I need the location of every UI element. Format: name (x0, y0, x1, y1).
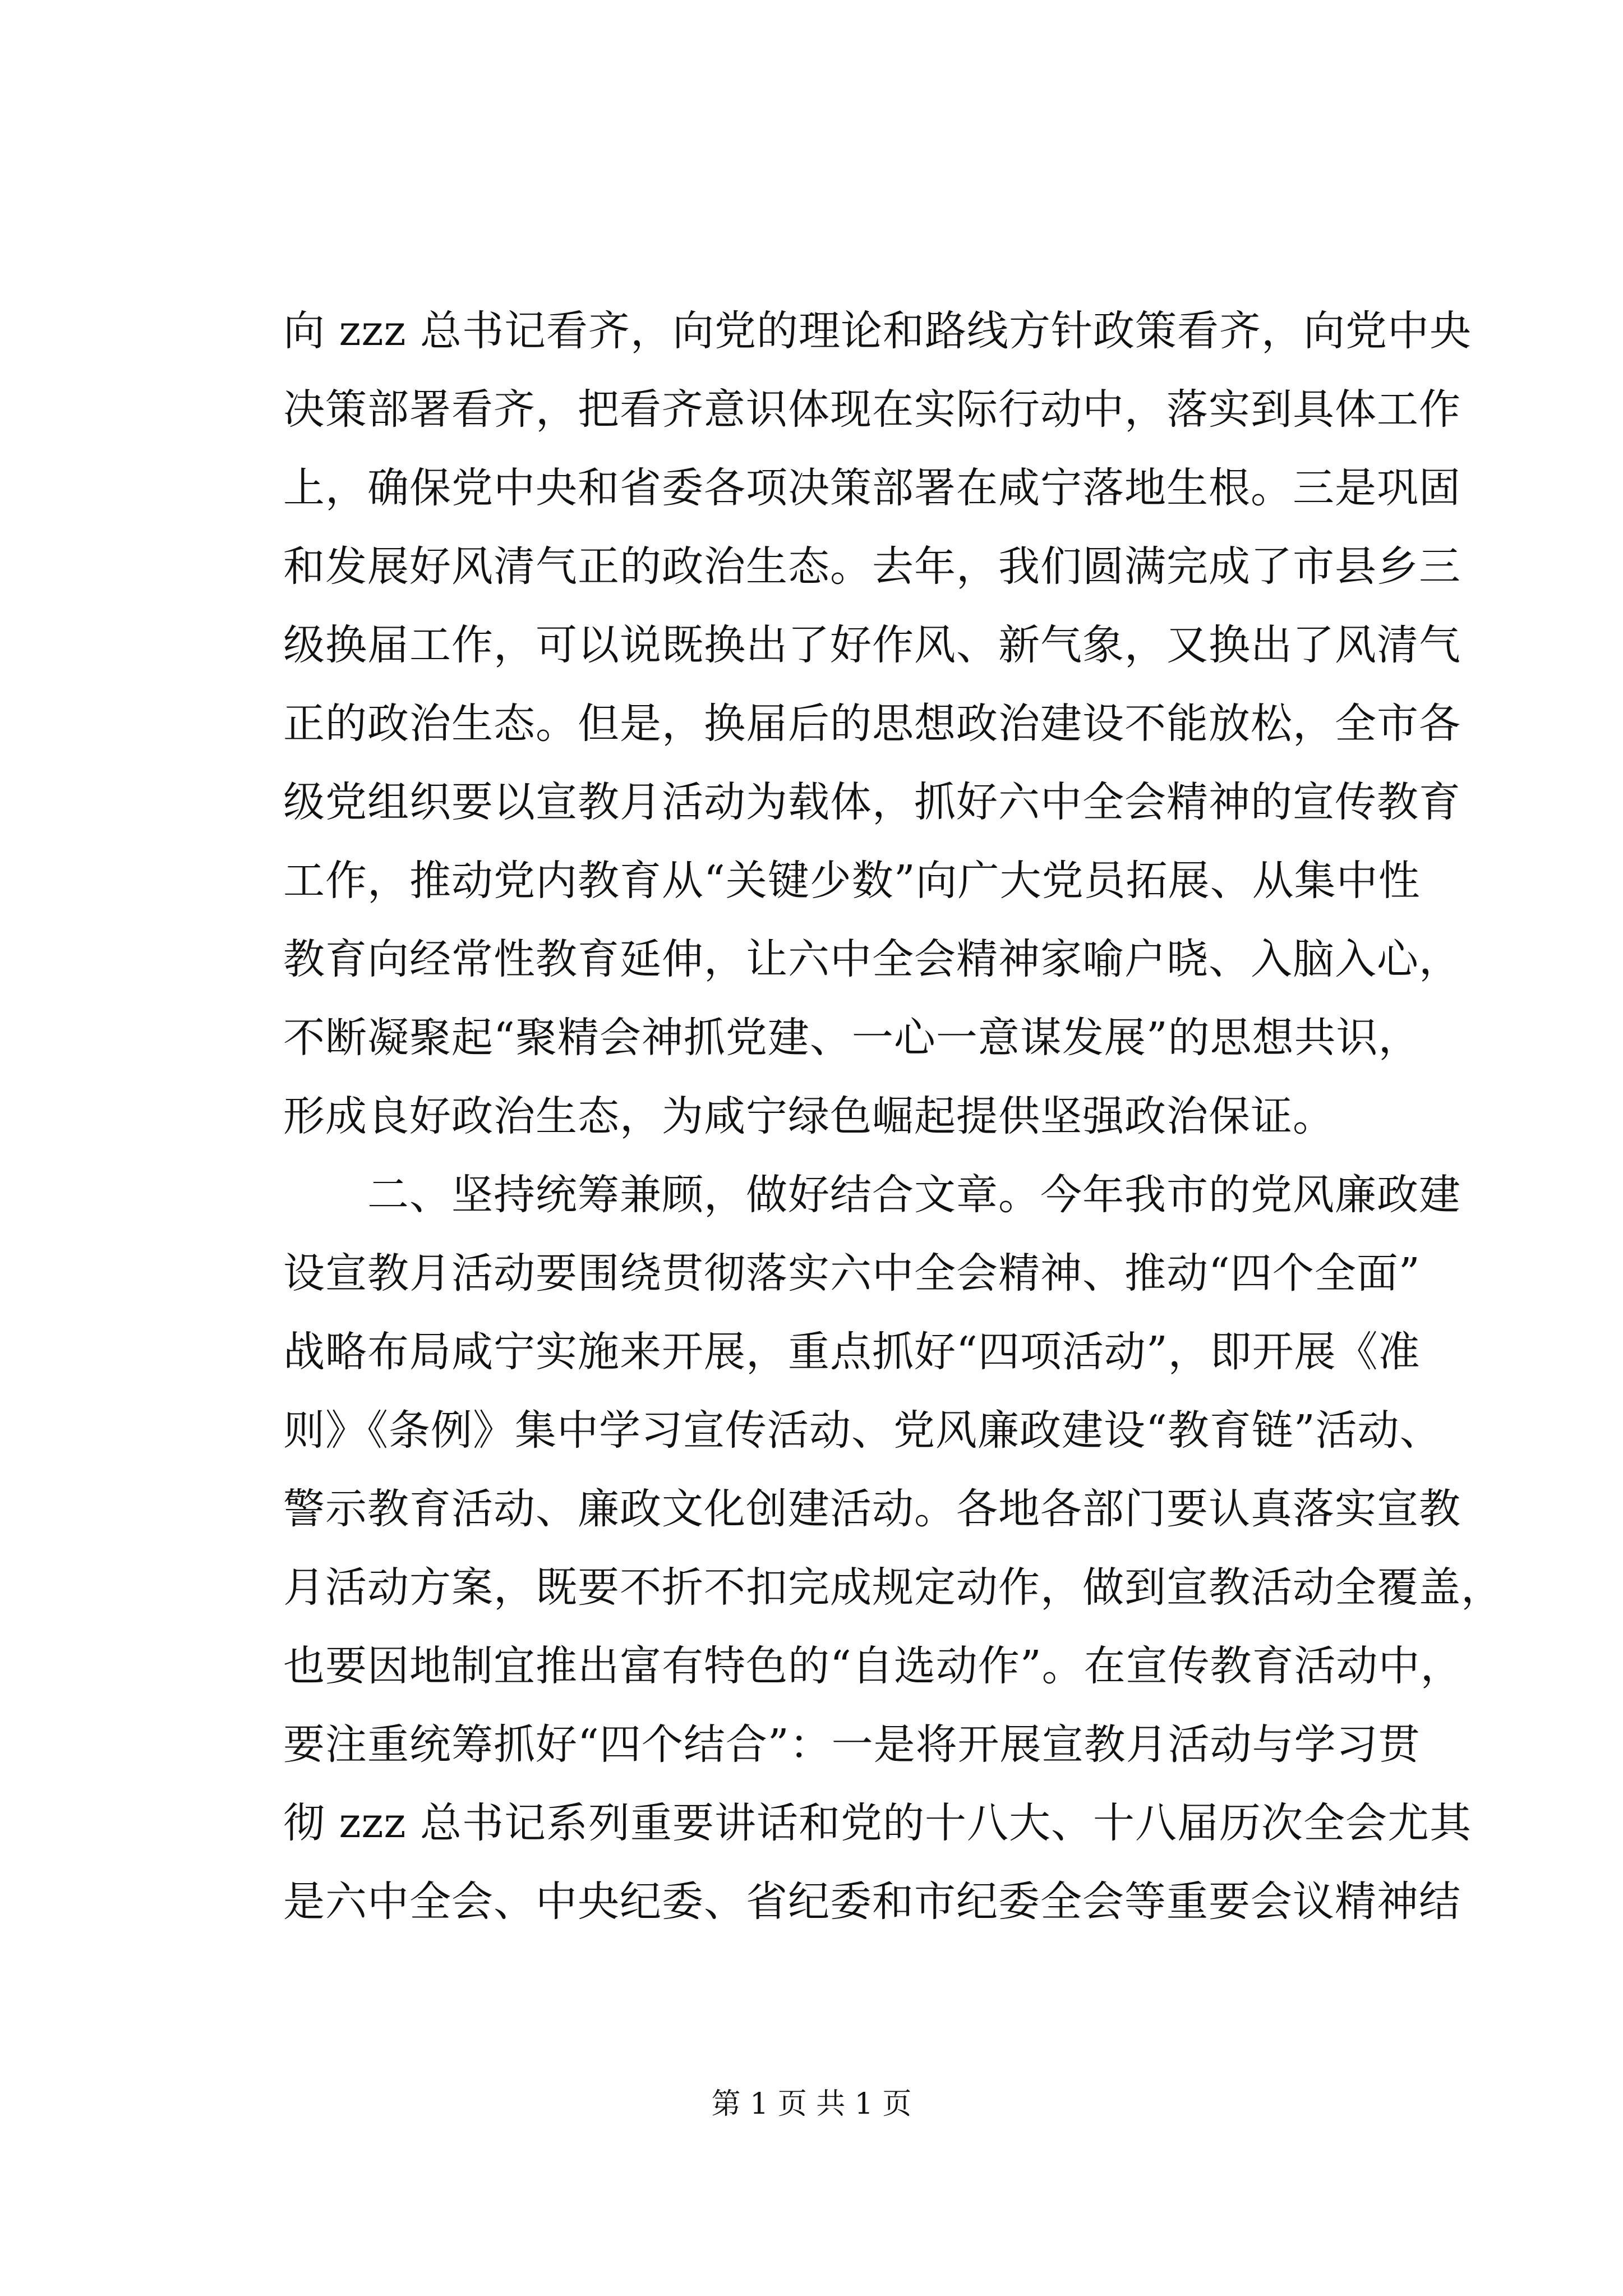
text-line: 则》《条例》集中学习宣传活动、党风廉政建设“教育链”活动、 (283, 1406, 1442, 1455)
text-line: 不断凝聚起“聚精会神抓党建、一心一意谋发展”的思想共识， (283, 1014, 1421, 1062)
text-line: 彻 zzz 总书记系列重要讲话和党的十八大、十八届历次全会尤其 (283, 1799, 1472, 1847)
text-line: 和发展好风清气正的政治生态。去年，我们圆满完成了市县乡三 (283, 542, 1461, 591)
text-line: 也要因地制宜推出富有特色的“自选动作”。在宣传教育活动中， (283, 1642, 1463, 1690)
text-line: 正的政治生态。但是，换届后的思想政治建设不能放松，全市各 (283, 700, 1461, 748)
text-line: 教育向经常性教育延伸，让六中全会精神家喻户晓、入脑入心， (283, 935, 1461, 983)
page-footer (0, 2085, 1623, 2124)
text-line: 要注重统筹抓好“四个结合”：一是将开展宣教月活动与学习贯 (283, 1720, 1421, 1769)
text-line: 决策部署看齐，把看齐意识体现在实际行动中，落实到具体工作 (283, 385, 1461, 434)
text-line: 上，确保党中央和省委各项决策部署在咸宁落地生根。三是巩固 (283, 464, 1461, 512)
text-line: 战略布局咸宁实施来开展，重点抓好“四项活动”，即开展《准 (283, 1328, 1421, 1376)
text-line: 设宣教月活动要围绕贯彻落实六中全会精神、推动“四个全面” (283, 1249, 1421, 1297)
text-line: 是六中全会、中央纪委、省纪委和市纪委全会等重要会议精神结 (283, 1878, 1461, 1926)
text-line: 向 zzz 总书记看齐，向党的理论和路线方针政策看齐，向党中央 (283, 307, 1472, 355)
text-line: 警示教育活动、廉政文化创建活动。各地各部门要认真落实宣教 (283, 1485, 1461, 1533)
text-line: 二、坚持统筹兼顾，做好结合文章。今年我市的党风廉政建 (283, 1171, 1461, 1219)
text-line: 形成良好政治生态，为咸宁绿色崛起提供坚强政治保证。 (283, 1092, 1335, 1140)
text-line: 级换届工作，可以说既换出了好作风、新气象，又换出了风清气 (283, 621, 1461, 669)
text-line: 级党组织要以宣教月活动为载体，抓好六中全会精神的宣传教育 (283, 778, 1461, 826)
page-number-label: 第 1 页 共 1 页 (711, 2087, 912, 2121)
text-line: 工作，推动党内教育从“关键少数”向广大党员拓展、从集中性 (283, 857, 1421, 905)
text-line: 月活动方案，既要不折不扣完成规定动作，做到宣教活动全覆盖， (283, 1563, 1503, 1612)
